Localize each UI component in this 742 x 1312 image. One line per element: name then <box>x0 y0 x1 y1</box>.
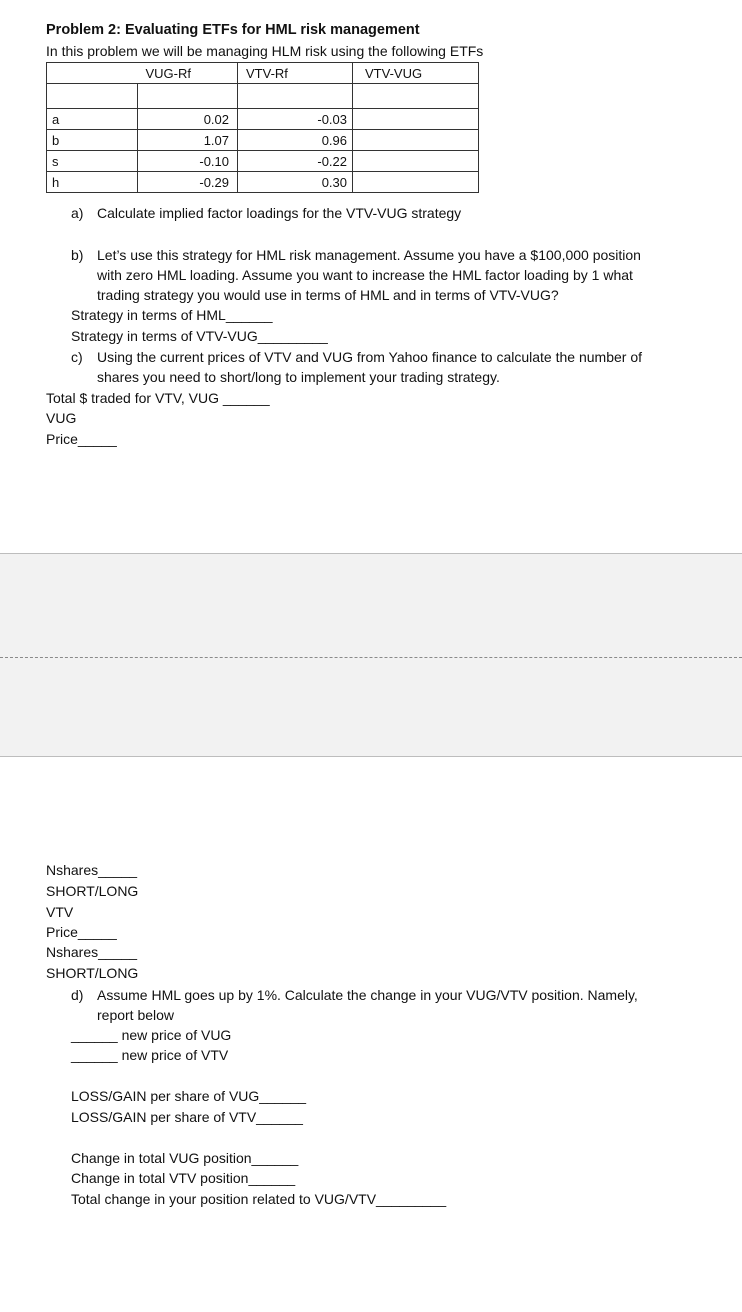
strategy-hml-field[interactable]: Strategy in terms of HML______ <box>71 307 273 323</box>
part-d-line2: report below <box>97 1007 175 1023</box>
part-c-label: c) <box>71 349 83 365</box>
table-row <box>47 109 479 130</box>
header-vug-rf: VUG-Rf <box>138 63 238 84</box>
part-d <box>71 985 731 1025</box>
vug-heading: VUG <box>46 410 77 426</box>
new-price-vug-field[interactable]: ______ new price of VUG <box>71 1027 232 1043</box>
cell-vtv-rf: 0.96 <box>238 130 353 151</box>
vtv-short-long[interactable]: SHORT/LONG <box>46 965 139 981</box>
table-row <box>47 151 479 172</box>
header-vtv-rf: VTV-Rf <box>238 63 353 84</box>
cell-vtv-vug[interactable] <box>353 172 479 193</box>
problem-title: Problem 2: Evaluating ETFs for HML risk management <box>46 22 420 38</box>
new-price-vtv-field[interactable]: ______ new price of VTV <box>71 1047 229 1063</box>
total-traded-field[interactable]: Total $ traded for VTV, VUG ______ <box>46 390 270 406</box>
cell-vtv-vug[interactable] <box>353 130 479 151</box>
part-d-label: d) <box>71 987 84 1003</box>
table-row <box>47 172 479 193</box>
table-cell <box>47 84 138 109</box>
table-cell <box>238 84 353 109</box>
strategy-vtv-vug-field[interactable]: Strategy in terms of VTV-VUG_________ <box>71 328 328 344</box>
part-d-line1: Assume HML goes up by 1%. Calculate the change in your VUG/VTV position. Namely, <box>97 987 638 1003</box>
part-a-text: Calculate implied factor loadings for the VTV-VUG strategy <box>97 205 462 221</box>
loss-gain-vtv-field[interactable]: LOSS/GAIN per share of VTV______ <box>71 1109 303 1125</box>
part-b-label: b) <box>71 247 84 263</box>
table-cell <box>138 84 238 109</box>
part-b-line2: with zero HML loading. Assume you want to increase the HML factor loading by 1 what <box>97 267 633 283</box>
loss-gain-vug-field[interactable]: LOSS/GAIN per share of VUG______ <box>71 1088 307 1104</box>
page-break-dashed-line <box>0 657 742 658</box>
change-vug-field[interactable]: Change in total VUG position______ <box>71 1150 299 1166</box>
part-a <box>71 203 711 223</box>
part-b <box>71 245 731 305</box>
row-label: a <box>47 109 138 130</box>
vtv-price-field[interactable]: Price_____ <box>46 924 117 940</box>
header-vtv-vug: VTV-VUG <box>353 63 479 84</box>
total-change-field[interactable]: Total change in your position related to VUG/VTV_________ <box>71 1191 447 1207</box>
change-vtv-field[interactable]: Change in total VTV position______ <box>71 1170 296 1186</box>
vug-short-long[interactable]: SHORT/LONG <box>46 883 139 899</box>
part-a-label: a) <box>71 205 84 221</box>
header-blank <box>47 63 138 84</box>
table-cell <box>353 84 479 109</box>
cell-vtv-rf: -0.03 <box>238 109 353 130</box>
problem-subtitle: In this problem we will be managing HLM risk using the following ETFs <box>46 43 484 59</box>
page-break-band <box>0 553 742 757</box>
cell-vtv-vug[interactable] <box>353 151 479 172</box>
part-b-line1: Let’s use this strategy for HML risk management. Assume you have a $100,000 position <box>97 247 641 263</box>
table-header-row <box>47 63 479 84</box>
cell-vtv-vug[interactable] <box>353 109 479 130</box>
vug-nshares-field[interactable]: Nshares_____ <box>46 862 138 878</box>
cell-vtv-rf: -0.22 <box>238 151 353 172</box>
part-b-line3: trading strategy you would use in terms of HML and in terms of VTV-VUG? <box>97 287 559 303</box>
part-c-line2: shares you need to short/long to implement your trading strategy. <box>97 369 500 385</box>
table-row-empty <box>47 84 479 109</box>
cell-vug-rf: 1.07 <box>138 130 238 151</box>
row-label: s <box>47 151 138 172</box>
vtv-heading: VTV <box>46 904 74 920</box>
table-row <box>47 130 479 151</box>
row-label: h <box>47 172 138 193</box>
etf-table <box>46 62 479 193</box>
vug-price-field[interactable]: Price_____ <box>46 431 117 447</box>
part-c-line1: Using the current prices of VTV and VUG from Yahoo finance to calculate the number of <box>97 349 642 365</box>
cell-vug-rf: -0.10 <box>138 151 238 172</box>
cell-vug-rf: 0.02 <box>138 109 238 130</box>
row-label: b <box>47 130 138 151</box>
cell-vug-rf: -0.29 <box>138 172 238 193</box>
cell-vtv-rf: 0.30 <box>238 172 353 193</box>
vtv-nshares-field[interactable]: Nshares_____ <box>46 944 138 960</box>
part-c <box>71 347 736 387</box>
